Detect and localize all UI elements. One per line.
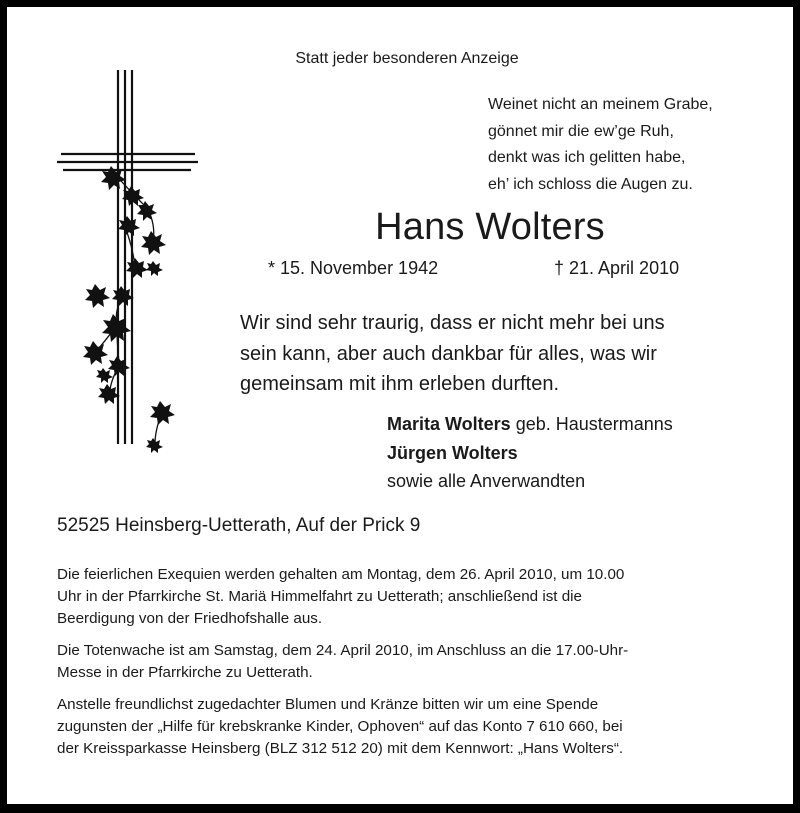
message-line <box>240 369 745 400</box>
poem-line: denkt was ich gelitten habe, <box>488 149 686 166</box>
paragraph-line: Die feierlichen Exequien werden gehalten am Montag, dem 26. April 2010, um 10.00 <box>57 566 625 583</box>
paragraph-line: Messe in der Pfarrkirche zu Uetterath. <box>57 664 313 681</box>
paragraph-line: Beerdigung von der Friedhofshalle aus. <box>57 610 323 627</box>
family-line-1 <box>387 410 673 439</box>
family-line-2 <box>387 439 673 468</box>
message-line-text: sein kann, aber auch dankbar für alles, was wir <box>240 342 657 365</box>
paragraph-exequien <box>57 564 743 630</box>
family-member-name: Jürgen Wolters <box>387 442 518 463</box>
family-signature <box>387 410 673 496</box>
poem-line: Weinet nicht an meinem Grabe, <box>488 96 713 113</box>
condolence-message <box>240 308 745 400</box>
poem-line: eh’ ich schloss die Augen zu. <box>488 175 693 193</box>
message-line <box>240 339 745 370</box>
death-date: † 21. April 2010 <box>554 258 680 278</box>
paragraph-totenwache <box>57 640 743 684</box>
family-line-3: sowie alle Anverwandten <box>387 471 586 491</box>
message-line-text: gemeinsam mit ihm erleben durften. <box>240 373 560 395</box>
paragraph-line: Die Totenwache ist am Samstag, dem 24. April 2010, im Anschluss an die 17.00-Uhr- <box>57 642 629 659</box>
address: 52525 Heinsberg-Uetterath, Auf der Prick 9 <box>57 515 421 536</box>
paragraph-spende <box>57 694 743 760</box>
poem <box>488 92 713 198</box>
message-line-text: Wir sind sehr traurig, dass er nicht mehr bei uns <box>240 312 665 334</box>
cross-with-ivy-icon <box>55 66 205 461</box>
paragraph-line: der Kreissparkasse Heinsberg (BLZ 312 512 20) mit dem Kennwort: „Hans Wolters“. <box>57 740 624 757</box>
paragraph-line: Uhr in der Pfarrkirche St. Mariä Himmelfahrt zu Uetterath; anschließend ist die <box>57 588 583 605</box>
paragraph-line: zugunsten der „Hilfe für krebskranke Kinder, Ophoven“ auf das Konto 7 610 660, bei <box>57 718 623 735</box>
header-line: Statt jeder besonderen Anzeige <box>295 50 519 67</box>
birth-date: * 15. November 1942 <box>268 258 439 278</box>
poem-line: gönnet mir die ew’ge Ruh, <box>488 122 674 140</box>
family-member-maiden: geb. Haustermanns <box>510 414 673 434</box>
deceased-name: Hans Wolters <box>375 206 605 248</box>
paragraph-line: Anstelle freundlichst zugedachter Blumen und Kränze bitten wir um eine Spende <box>57 696 599 713</box>
family-member-name: Marita Wolters <box>387 414 511 434</box>
message-line <box>240 308 745 339</box>
